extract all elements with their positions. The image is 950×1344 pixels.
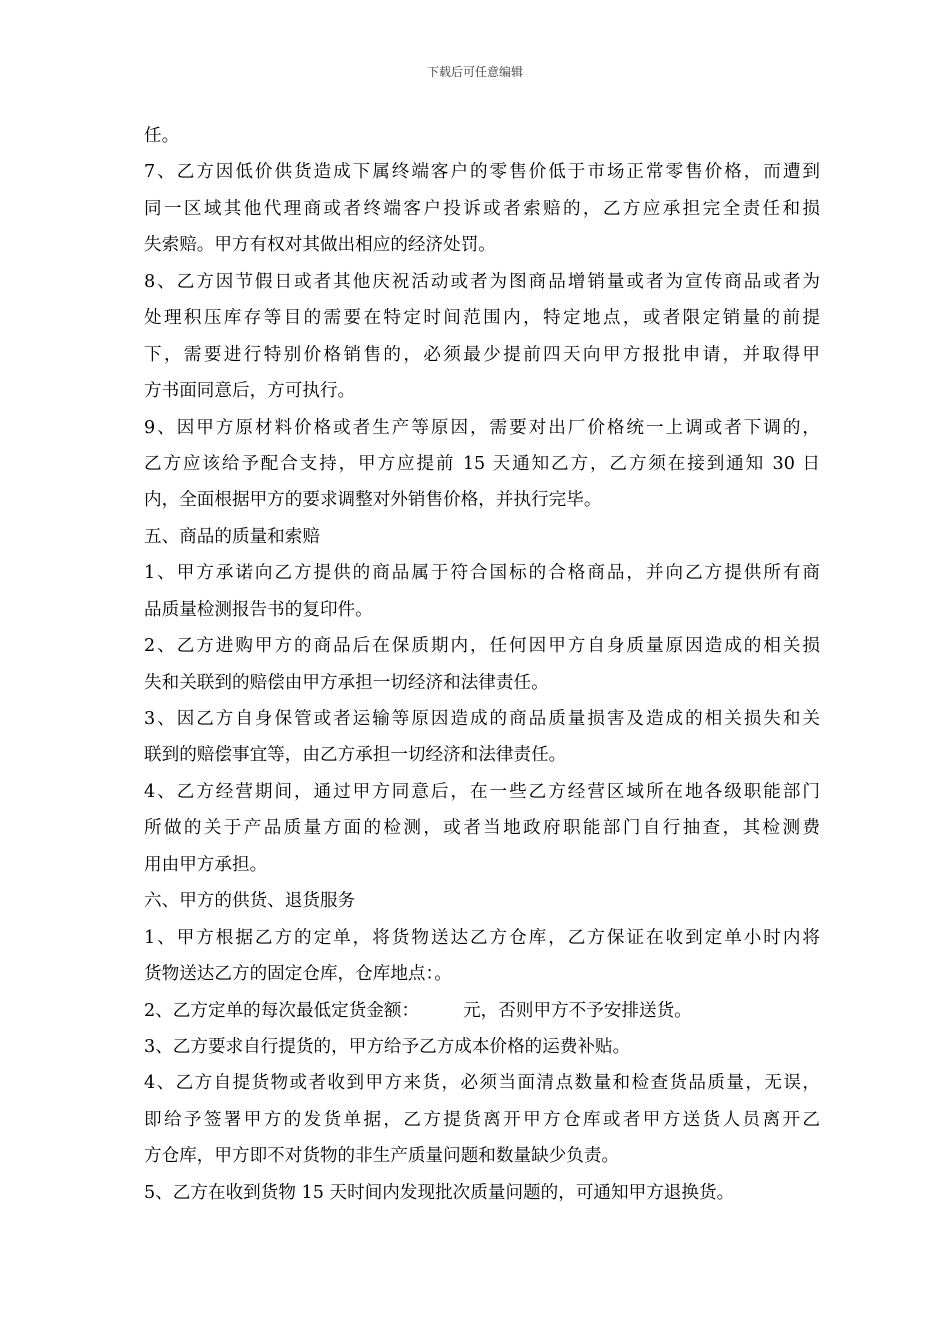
text-line: 处理积压库存等目的需要在特定时间范围内，特定地点，或者限定销量的前提	[144, 308, 820, 329]
text-line: 用由甲方承担。	[144, 854, 268, 875]
page-header: 下载后可任意编辑	[426, 65, 523, 79]
text-line: 方仓库，甲方即不对货物的非生产质量问题和数量缺少负责。	[144, 1146, 620, 1167]
section-heading: 六、甲方的供货、退货服务	[144, 891, 356, 912]
text-line: 联到的赔偿事宜等，由乙方承担一切经济和法律责任。	[144, 745, 567, 766]
text-line: 9、因甲方原材料价格或者生产等原因，需要对出厂价格统一上调或者下调的，	[144, 417, 820, 438]
text-line: 乙方应该给予配合支持，甲方应提前 15 天通知乙方，乙方须在接到通知 30 日	[144, 453, 820, 474]
text-line: 任。	[144, 126, 180, 146]
text-line: 8、乙方因节假日或者其他庆祝活动或者为图商品增销量或者为宣传商品或者为	[144, 271, 820, 292]
text-line: 7、乙方因低价供货造成下属终端客户的零售价低于市场正常零售价格，而遭到	[144, 162, 820, 183]
text-line: 3、因乙方自身保管或者运输等原因造成的商品质量损害及造成的相关损失和关	[144, 709, 820, 729]
text-line: 内，全面根据甲方的要求调整对外销售价格，并执行完毕。	[144, 490, 602, 511]
document-body	[144, 118, 820, 1211]
text-line: 1、甲方根据乙方的定单，将货物送达乙方仓库，乙方保证在收到定单小时内将	[144, 927, 820, 948]
text-line: 1、甲方承诺向乙方提供的商品属于符合国标的合格商品，并向乙方提供所有商	[144, 563, 820, 584]
text-line: 同一区域其他代理商或者终端客户投诉或者索赔的，乙方应承担完全责任和损	[144, 198, 820, 219]
text-line: 下，需要进行特别价格销售的，必须最少提前四天向甲方报批申请，并取得甲	[144, 344, 820, 365]
text-line: 失和关联到的赔偿由甲方承担一切经济和法律责任。	[144, 672, 549, 693]
text-line: 品质量检测报告书的复印件。	[144, 599, 373, 620]
text-line: 失索赔。甲方有权对其做出相应的经济处罚。	[144, 235, 496, 256]
text-line: 方书面同意后，方可执行。	[144, 381, 356, 402]
text-line: 2、乙方定单的每次最低定货金额： 元，否则甲方不予安排送货。	[144, 1000, 692, 1021]
text-line: 即给予签署甲方的发货单据，乙方提货离开甲方仓库或者甲方送货人员离开乙	[144, 1109, 820, 1130]
text-line: 4、乙方经营期间，通过甲方同意后，在一些乙方经营区域所在地各级职能部门	[144, 781, 820, 802]
text-line: 5、乙方在收到货物 15 天时间内发现批次质量问题的，可通知甲方退换货。	[144, 1182, 735, 1203]
text-line: 货物送达乙方的固定仓库，仓库地点：。	[144, 964, 452, 985]
text-line: 3、乙方要求自行提货的，甲方给予乙方成本价格的运费补贴。	[144, 1036, 631, 1057]
section-heading: 五、商品的质量和索赔	[144, 526, 320, 547]
text-line: 4、乙方自提货物或者收到甲方来货，必须当面清点数量和检查货品质量，无误，	[144, 1073, 820, 1094]
text-line: 所做的关于产品质量方面的检测，或者当地政府职能部门自行抽查，其检测费	[144, 818, 820, 839]
text-line: 2、乙方进购甲方的商品后在保质期内，任何因甲方自身质量原因造成的相关损	[144, 636, 820, 657]
